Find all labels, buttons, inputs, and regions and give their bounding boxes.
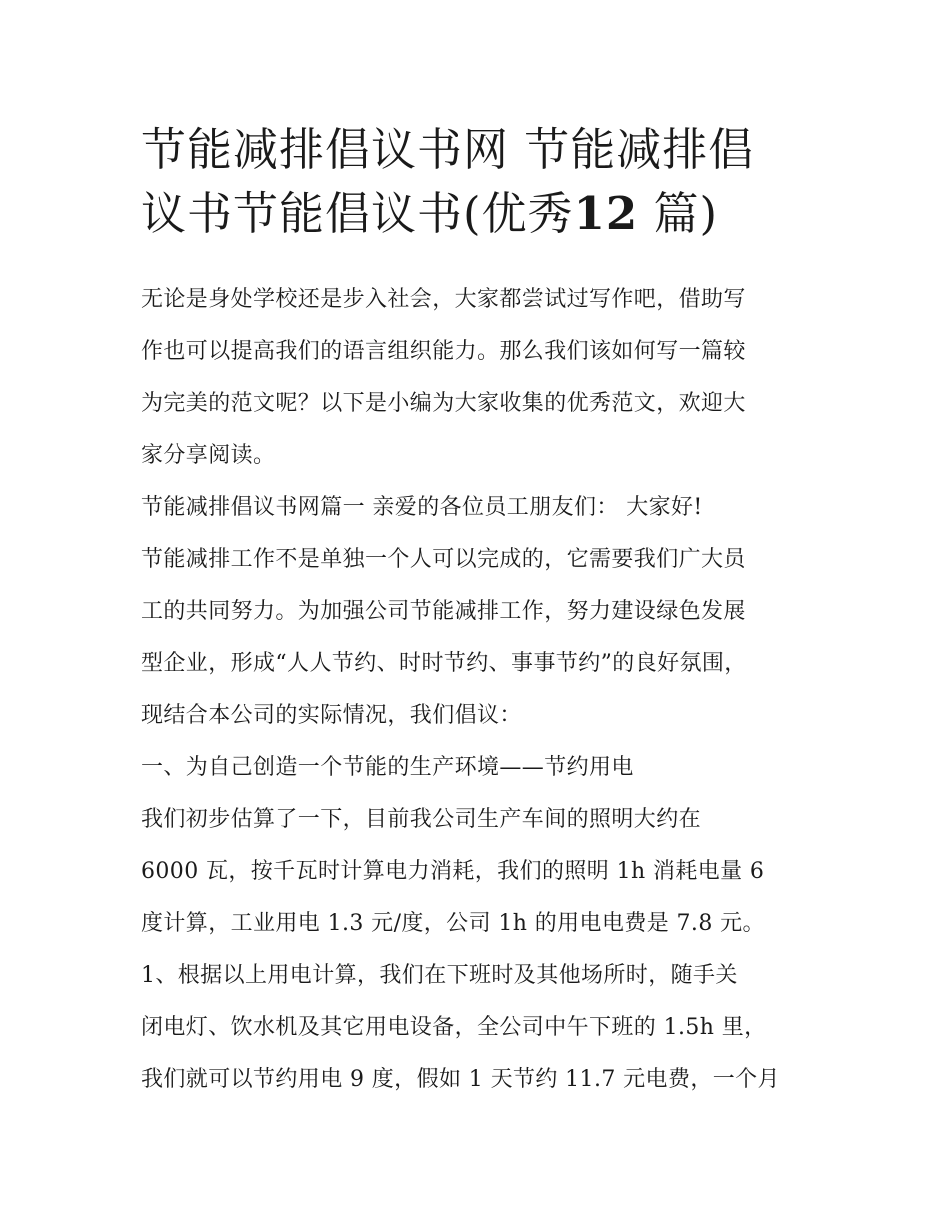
body-line: 家分享阅读。 (141, 443, 276, 468)
body-line: 型企业，形成“人人节约、时时节约、事事节约”的良好氛围， (141, 651, 747, 676)
document-body (141, 274, 821, 1106)
body-line: 节能减排工作不是单独一个人可以完成的，它需要我们广大员 (141, 547, 746, 572)
title-line-2-start: 议书节能倡议书(优秀 (141, 187, 574, 240)
title-line-1: 节能减排倡议书网 节能减排倡 (141, 123, 755, 176)
body-line: 我们就可以节约用电 9 度，假如 1 天节约 11.7 元电费，一个月 (141, 1067, 780, 1092)
body-line: 闭电灯、饮水机及其它用电设备，全公司中午下班的 1.5h 里， (141, 1015, 767, 1040)
title-line-2-end: 篇) (638, 187, 719, 240)
body-line: 节能减排倡议书网篇一 亲爱的各位员工朋友们： 大家好! (141, 495, 703, 520)
body-line: 6000 瓦，按千瓦时计算电力消耗，我们的照明 1h 消耗电量 6 (141, 859, 765, 884)
body-line: 我们初步估算了一下，目前我公司生产车间的照明大约在 (141, 807, 702, 832)
body-line: 无论是身处学校还是步入社会，大家都尝试过写作吧，借助写 (141, 287, 746, 312)
body-line: 作也可以提高我们的语言组织能力。那么我们该如何写一篇较 (141, 339, 746, 364)
body-line: 工的共同努力。为加强公司节能减排工作，努力建设绿色发展 (141, 599, 746, 624)
body-line: 现结合本公司的实际情况，我们倡议： (141, 703, 522, 728)
body-line: 1、根据以上用电计算，我们在下班时及其他场所时，随手关 (141, 963, 738, 988)
document-title (141, 118, 821, 246)
body-line: 度计算，工业用电 1.3 元/度，公司 1h 的用电电费是 7.8 元。 (141, 911, 765, 936)
title-count: 12 (573, 187, 639, 240)
body-line: 一、为自己创造一个节能的生产环境——节约用电 (141, 755, 634, 780)
body-line: 为完美的范文呢？以下是小编为大家收集的优秀范文，欢迎大 (141, 391, 746, 416)
